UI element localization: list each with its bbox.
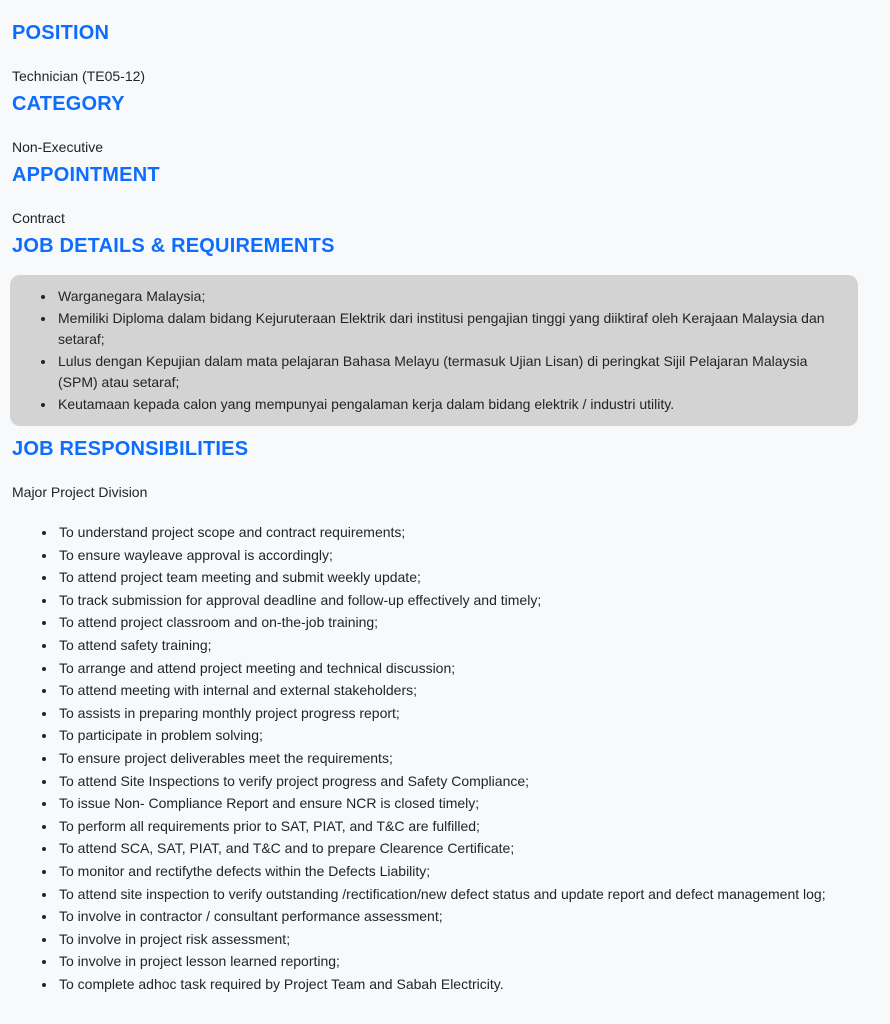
position-value: Technician (TE05-12) xyxy=(12,68,146,84)
list-item: • To attend meeting with internal and external stakeholders; xyxy=(57,679,878,702)
list-item: • To attend safety training; xyxy=(57,634,878,657)
list-item: • To ensure wayleave approval is accordingly; xyxy=(57,544,878,567)
requirements-box xyxy=(10,275,858,426)
category-heading: CATEGORY xyxy=(12,93,125,115)
list-item: • Warganegara Malaysia; xyxy=(56,286,842,308)
list-item: • To perform all requirements prior to SAT, PIAT, and T&C are fulfilled; xyxy=(57,815,878,838)
list-item: • To attend Site Inspections to verify project progress and Safety Compliance; xyxy=(57,770,878,793)
list-item: • To participate in problem solving; xyxy=(57,724,878,747)
list-item: • To monitor and rectifythe defects within the Defects Liability; xyxy=(57,860,878,883)
job-details-heading: JOB DETAILS & REQUIREMENTS xyxy=(12,235,335,257)
job-responsibilities-heading: JOB RESPONSIBILITIES xyxy=(12,438,249,460)
list-item: • To attend project classroom and on-the-job training; xyxy=(57,611,878,634)
appointment-value: Contract xyxy=(12,210,65,226)
list-item: • To arrange and attend project meeting and technical discussion; xyxy=(57,657,878,680)
list-item: • To involve in contractor / consultant performance assessment; xyxy=(57,905,878,928)
appointment-heading: APPOINTMENT xyxy=(12,164,160,186)
list-item: • To issue Non- Compliance Report and ensure NCR is closed timely; xyxy=(57,792,878,815)
list-item: • Memiliki Diploma dalam bidang Kejuruteraan Elektrik dari institusi pengajian tinggi yang diiktiraf oleh Kerajaan Malaysia dan setaraf; xyxy=(56,308,842,351)
list-item: • To attend SCA, SAT, PIAT, and T&C and to prepare Clearence Certificate; xyxy=(57,837,878,860)
list-item: • To involve in project lesson learned reporting; xyxy=(57,950,878,973)
responsibilities-list xyxy=(12,521,878,995)
list-item: • To track submission for approval deadline and follow-up effectively and timely; xyxy=(57,589,878,612)
position-heading: POSITION xyxy=(12,22,110,44)
list-item: • To complete adhoc task required by Project Team and Sabah Electricity. xyxy=(57,973,878,996)
list-item: • To involve in project risk assessment; xyxy=(57,928,878,951)
list-item: • Keutamaan kepada calon yang mempunyai pengalaman kerja dalam bidang elektrik / industri utility. xyxy=(56,394,842,416)
category-value: Non-Executive xyxy=(12,139,104,155)
division-label: Major Project Division xyxy=(12,484,148,500)
list-item: • To attend site inspection to verify outstanding /rectification/new defect status and update report and defect management log; xyxy=(57,883,878,906)
requirements-list xyxy=(26,286,842,415)
list-item: • To understand project scope and contract requirements; xyxy=(57,521,878,544)
list-item: • To assists in preparing monthly project progress report; xyxy=(57,702,878,725)
list-item: • To ensure project deliverables meet the requirements; xyxy=(57,747,878,770)
list-item: • To attend project team meeting and submit weekly update; xyxy=(57,566,878,589)
list-item: • Lulus dengan Kepujian dalam mata pelajaran Bahasa Melayu (termasuk Ujian Lisan) di peringkat Sijil Pelajaran Malaysia (SPM) atau setaraf; xyxy=(56,351,842,394)
